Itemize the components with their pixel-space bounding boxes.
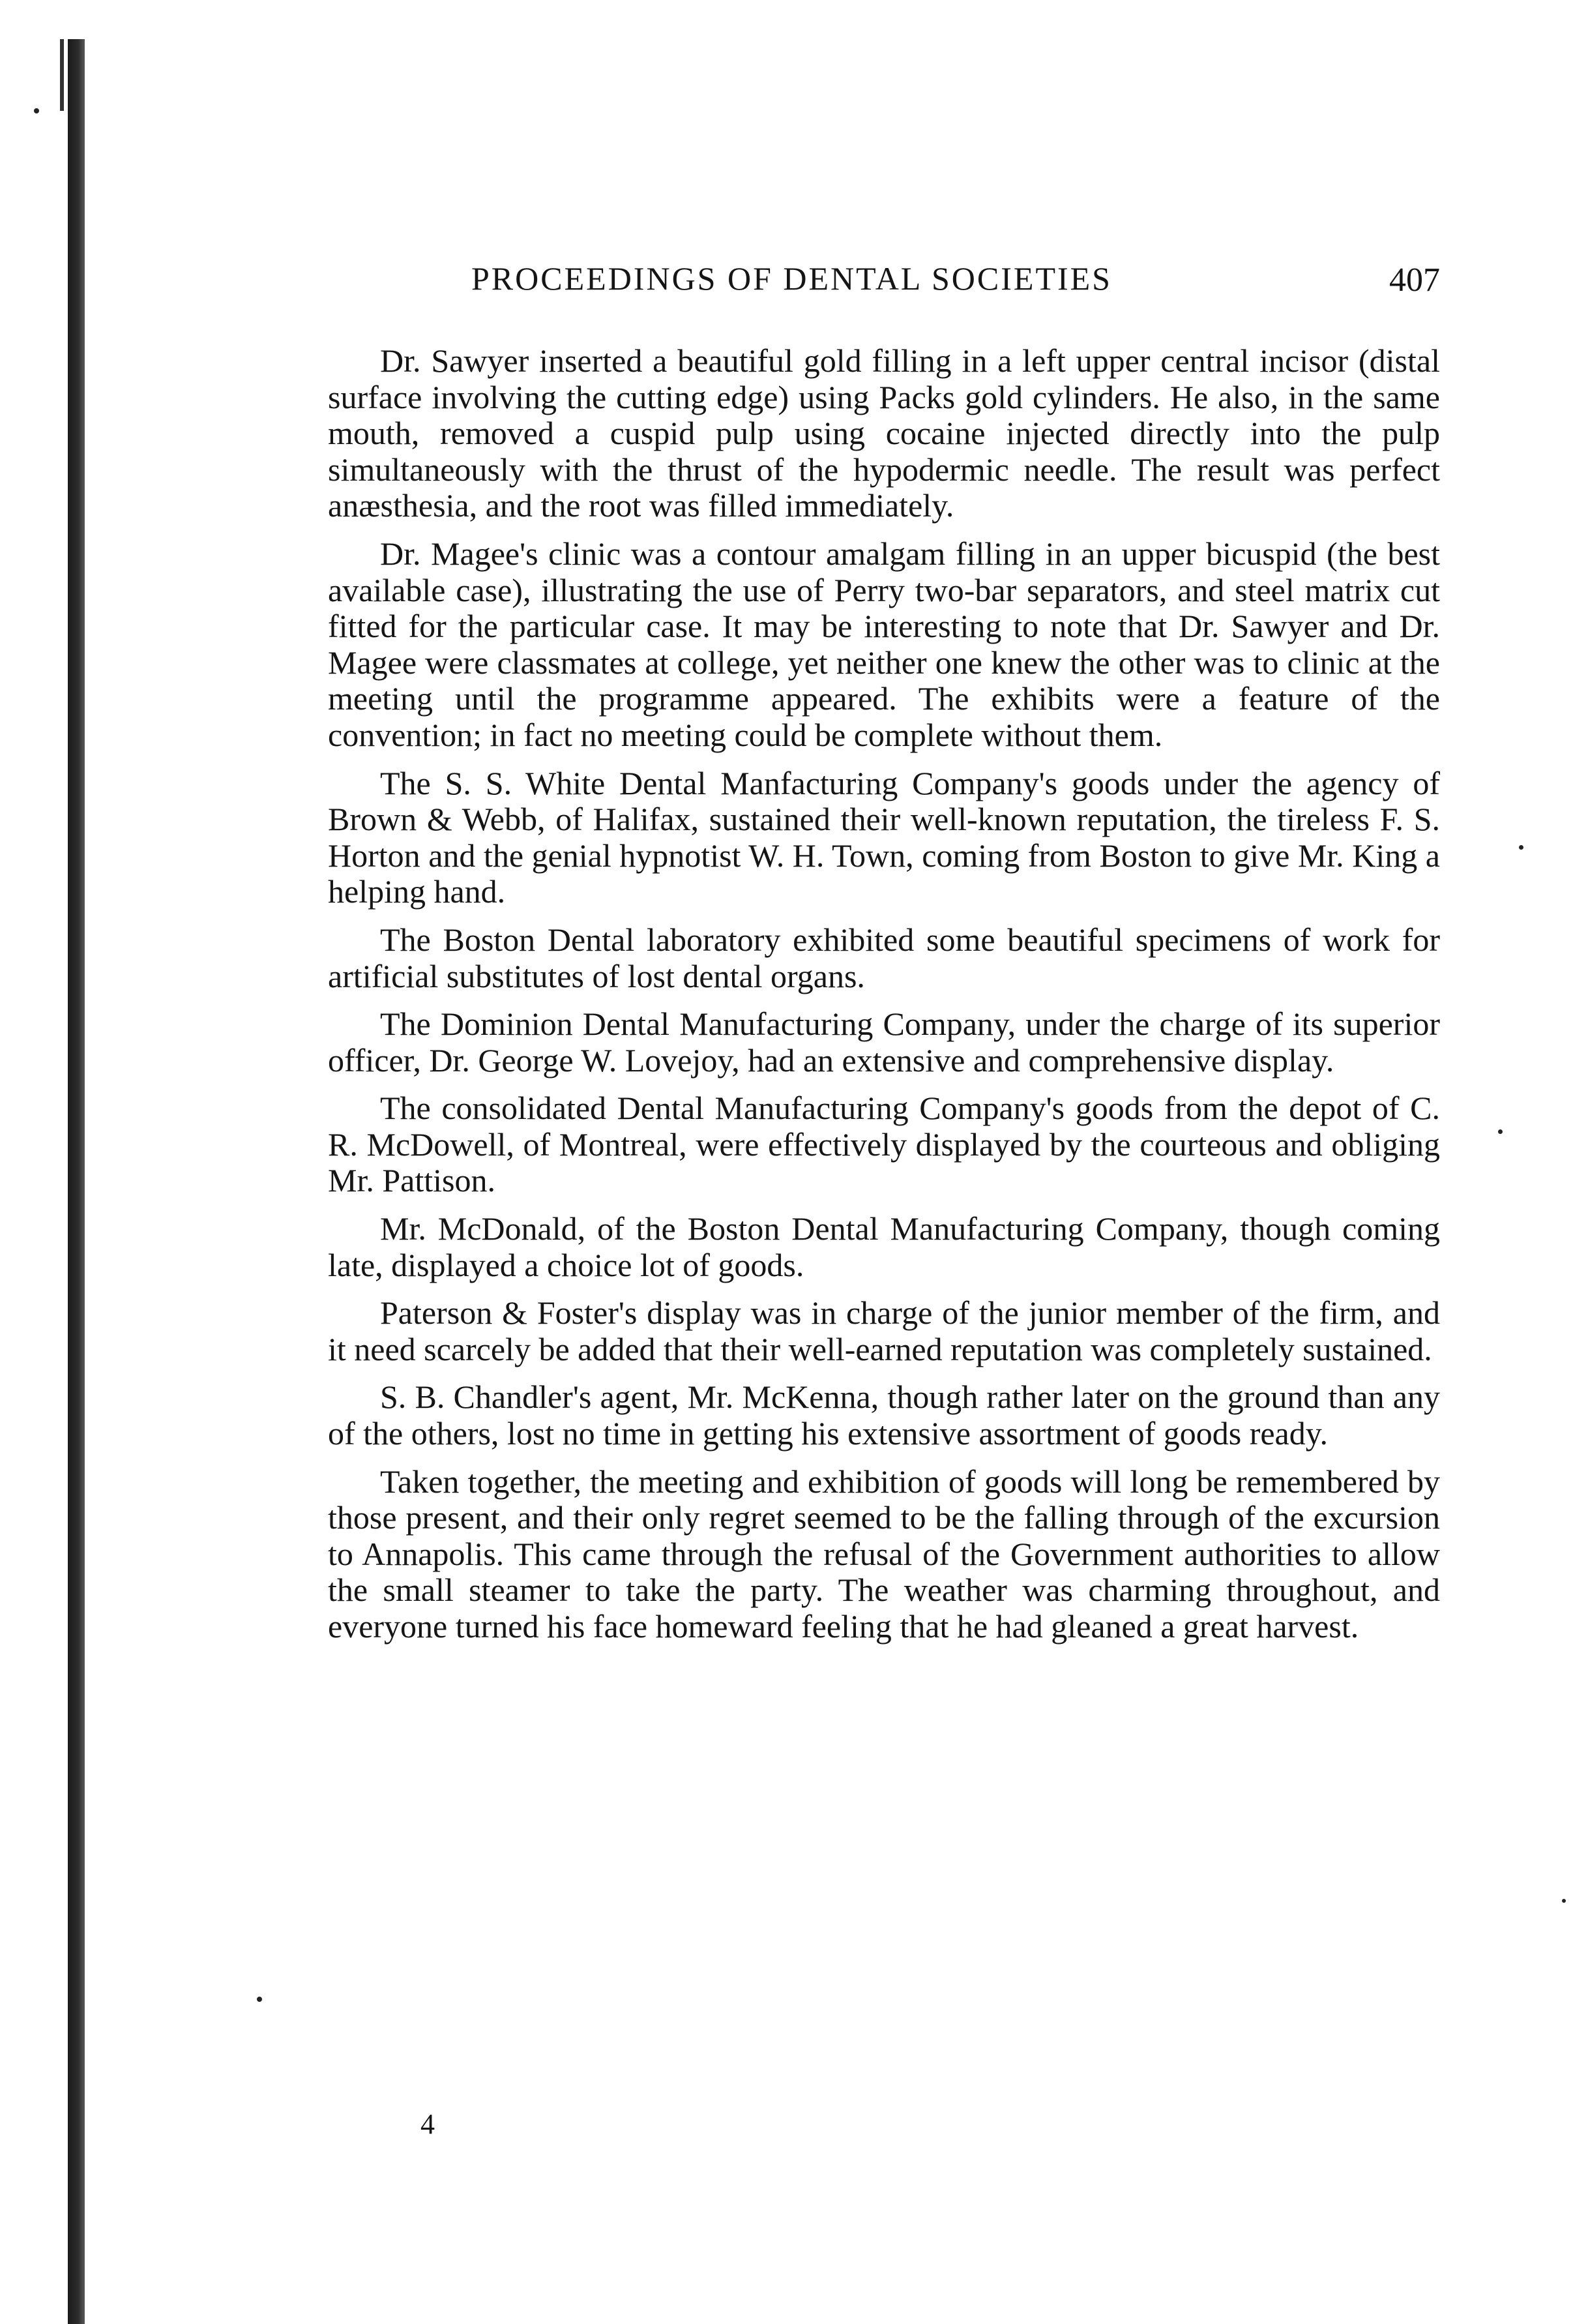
scan-speck — [257, 1997, 262, 2002]
paragraph-boston-laboratory: The Boston Dental laboratory exhibited some beautiful specimens of work for artificial substitutes of lost dental organs. — [328, 921, 1440, 994]
paragraph-paterson-foster: Paterson & Foster's display was in charge of the junior member of the firm, and it need scarcely be added that their well-earned reputation was completely sustained. — [328, 1294, 1440, 1367]
paragraph-consolidated: The consolidated Dental Manufacturing Company's goods from the depot of C. R. McDowell, of Montreal, were effectively displayed by the courteous and obliging Mr. Pattison. — [328, 1090, 1440, 1199]
book-page — [328, 0, 1440, 2324]
paragraph-conclusion: Taken together, the meeting and exhibition of goods will long be remembered by those present, and their only regret seemed to be the falling through of the excursion to Annapolis. This came through the refusal of the Government authorities to allow the small steamer to take the party. The weather was charming throughout, and everyone turned his face homeward feeling that he had gleaned a great harvest. — [328, 1463, 1440, 1645]
page-header — [328, 260, 1440, 312]
binding-edge-mark — [60, 39, 64, 111]
scan-speck — [1519, 845, 1523, 850]
paragraph-sawyer-clinic: Dr. Sawyer inserted a beautiful gold filling in a left upper central incisor (distal surface involving the cutting edge) using Packs gold cylinders. He also, in the same mouth, removed a cuspid pulp using cocaine injected directly into the pulp simultaneously with the thrust of the hypodermic needle. The result was perfect anæsthesia, and the root was filled immediately. — [328, 342, 1440, 524]
paragraph-dominion: The Dominion Dental Manufacturing Company, under the charge of its superior officer, Dr. George W. Lovejoy, had an extensive and comprehensive display. — [328, 1006, 1440, 1079]
scan-speck — [1562, 1899, 1566, 1903]
paragraph-ss-white: The S. S. White Dental Manfacturing Company's goods under the agency of Brown & Webb, of Halifax, sustained their well-known reputation, the tireless F. S. Horton and the genial hypnotist W. H. Town, coming from Boston to give Mr. King a helping hand. — [328, 764, 1440, 910]
paragraph-mcdonald: Mr. McDonald, of the Boston Dental Manufacturing Company, though coming late, displayed a choice lot of goods. — [328, 1210, 1440, 1283]
scan-speck — [1498, 1129, 1503, 1134]
running-head: PROCEEDINGS OF DENTAL SOCIETIES — [471, 260, 1112, 297]
body-text — [328, 343, 1440, 1657]
page-number: 407 — [1389, 261, 1440, 299]
scan-speck — [34, 108, 39, 113]
paragraph-magee-clinic: Dr. Magee's clinic was a contour amalgam filling in an upper bicuspid (the best available case), illustrating the use of Perry two-bar separators, and steel matrix cut fitted for the particular case. It may be interesting to note that Dr. Sawyer and Dr. Magee were classmates at college, yet neither one knew the other was to clinic at the meeting until the programme appeared. The exhibits were a feature of the convention; in fact no meeting could be complete without them. — [328, 535, 1440, 753]
paragraph-chandler: S. B. Chandler's agent, Mr. McKenna, though rather later on the ground than any of the others, lost no time in getting his extensive assortment of goods ready. — [328, 1378, 1440, 1452]
binding-edge — [68, 39, 85, 2324]
signature-mark: 4 — [420, 2108, 435, 2140]
